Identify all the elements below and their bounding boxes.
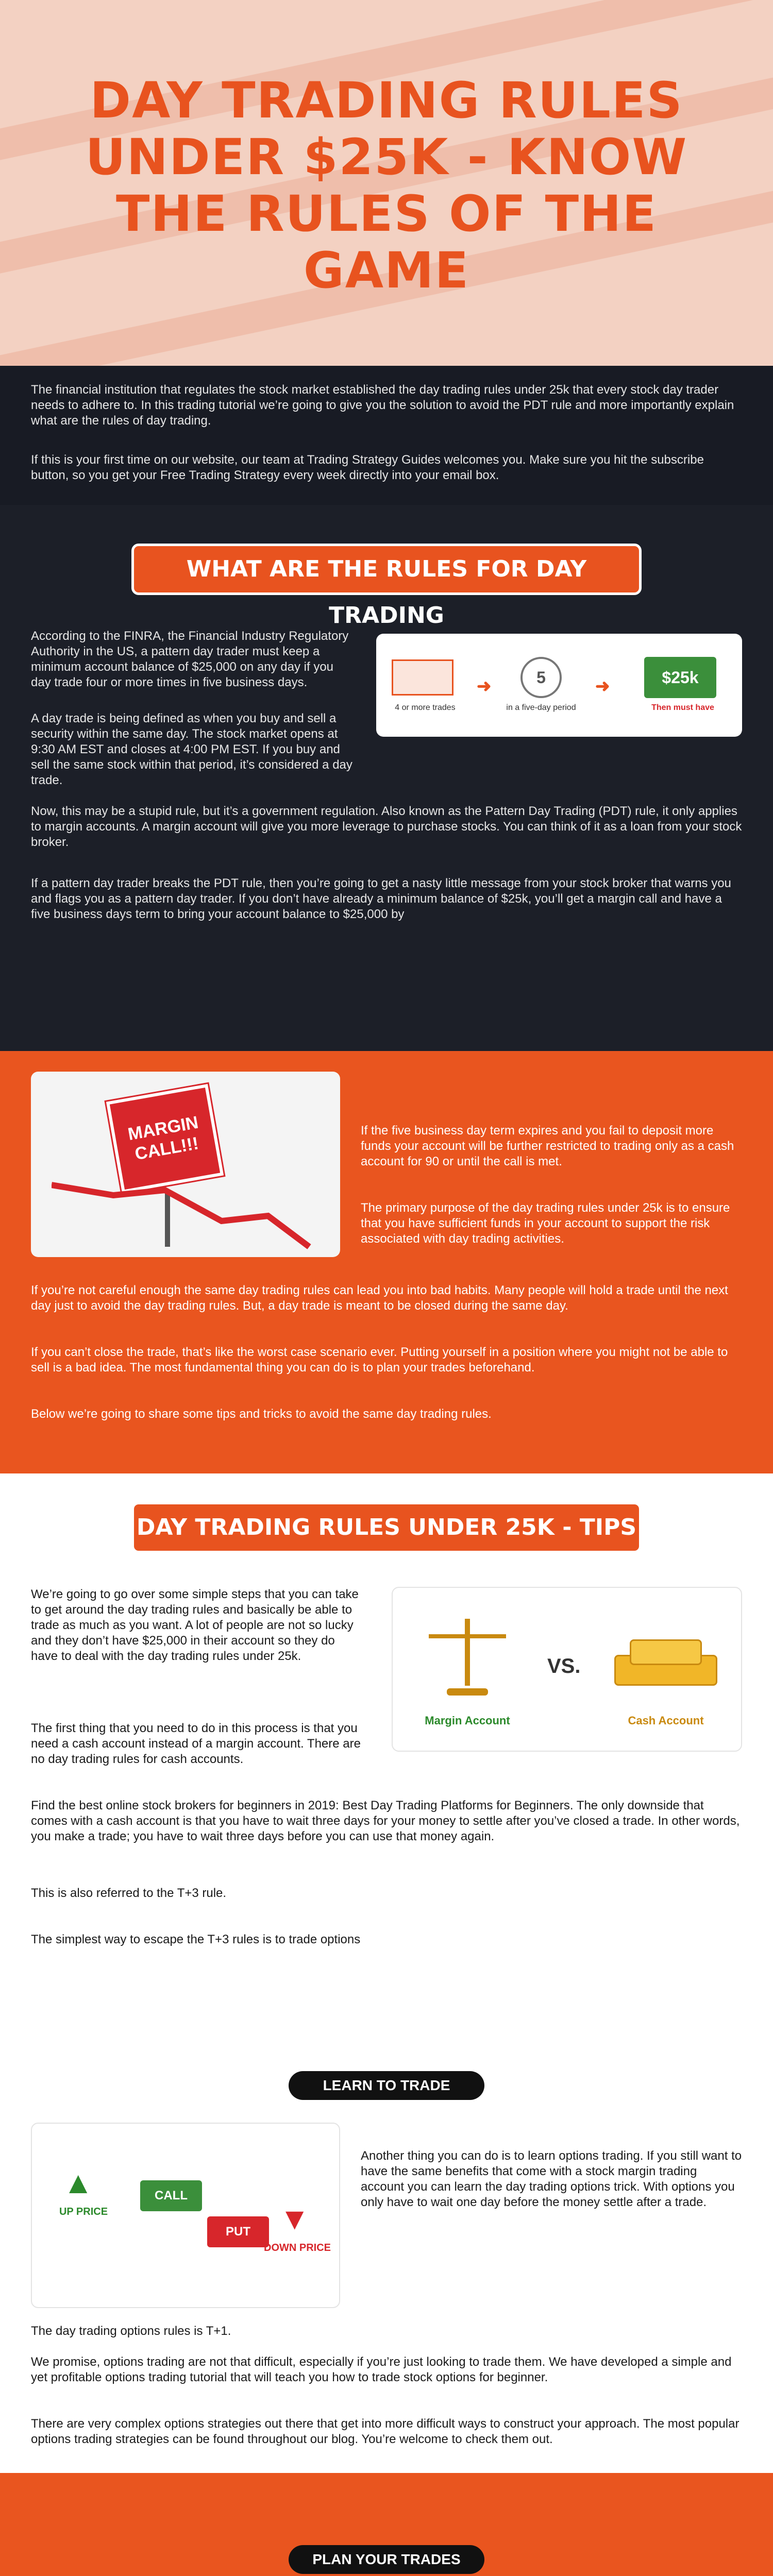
put-label: PUT	[207, 2216, 269, 2247]
margin-paragraph: The primary purpose of the day trading rules under 25k is to ensure that you have sufficient funds in your account to support the risk associated with day trading activities.	[361, 1201, 730, 1246]
intro-paragraph: If this is your first time on our website, our team at Trading Strategy Guides welcomes you. Make sure you hit the subscribe button, so you get your Free Trading Strategy every week directly into your email box.	[31, 453, 704, 482]
calendar-icon	[392, 659, 453, 696]
page-title: DAY TRADING RULES UNDER $25K - KNOW THE RULES OF THE GAME	[85, 72, 688, 299]
versus-label: VS.	[547, 1655, 581, 1677]
options-image	[31, 2123, 340, 2308]
up-price-label: UP PRICE	[59, 2206, 108, 2217]
down-price-label: DOWN PRICE	[264, 2242, 331, 2253]
pdt-flow-image	[376, 634, 742, 737]
tips-paragraph: We’re going to go over some simple steps that you can take to get around the day trading rules and basically be able to trade as much as you want. A lot of people are not so lucky and they don’t have $25,000 in their account so they do have to deal with the day trading rules under 25k.	[31, 1587, 359, 1663]
rules-paragraph: According to the FINRA, the Financial Industry Regulatory Authority in the US, a pattern day trader must keep a minimum account balance of $25,000 on any day if you day trade four or more times in five business days.	[31, 629, 349, 689]
section-pill: LEARN TO TRADE OPTIONS	[289, 2071, 484, 2100]
cash-stack-icon	[614, 1629, 717, 1691]
crashing-chart-icon	[52, 1175, 320, 1252]
margin-account-label: Margin Account	[425, 1714, 510, 1727]
tips-section	[0, 1473, 773, 2066]
down-arrow-icon: ▼	[279, 2201, 310, 2236]
intro-section	[0, 366, 773, 505]
cash-account-label: Cash Account	[628, 1714, 704, 1727]
up-arrow-icon: ▲	[63, 2165, 94, 2200]
tips-paragraph: This is also referred to the T+3 rule.	[31, 1886, 227, 1900]
tips-paragraph: The simplest way to escape the T+3 rules is to trade options	[31, 1933, 361, 1946]
options-paragraph: The day trading options rules is T+1.	[31, 2324, 231, 2338]
tips-paragraph: The first thing that you need to do in this process is that you need a cash account instead of a margin account. There are no day trading rules for cash accounts.	[31, 1721, 361, 1766]
margin-call-section	[0, 1051, 773, 1473]
hero-section	[0, 0, 773, 366]
flow-step-label: 4 or more trades	[395, 703, 456, 712]
section-pill: PLAN YOUR TRADES	[289, 2545, 484, 2574]
section-banner: DAY TRADING RULES UNDER 25K - TIPS	[131, 1502, 642, 1553]
options-paragraph: Another thing you can do is to learn options trading. If you still want to have the same benefits that come with a stock margin trading account you can learn the day trading options trick. With options you only have to wait one day before the money settle after a trade.	[361, 2149, 742, 2209]
margin-call-sign: MARGIN CALL!!!	[106, 1084, 224, 1193]
intro-paragraph: The financial institution that regulates the stock market established the day trading rules under 25k that every stock day trader needs to adhere to. In this trading tutorial we’re going to give you the solution to avoid the PDT rule and more importantly explain what are the rules of day trading.	[31, 383, 734, 428]
margin-call-image	[31, 1072, 340, 1257]
rules-paragraph: If a pattern day trader breaks the PDT rule, then you’re going to get a nasty little message from your stock broker that warns you and flags you as a pattern day trader. If you don’t have already a minimum balance of $25k, you’ll get a margin call and have a five business days term to bring your account balance to $25,000 by	[31, 876, 731, 921]
plan-section	[0, 2473, 773, 2576]
margin-paragraph: If the five business day term expires and you fail to deposit more funds your account will be further restricted to trading only as a cash account for 90 or until the call is met.	[361, 1124, 734, 1168]
options-paragraph: There are very complex options strategies out there that get into more difficult ways to construct your approach. The most popular options trading strategies can be found throughout our blog. You’re welcome to check them out.	[31, 2417, 740, 2446]
call-label: CALL	[140, 2180, 202, 2211]
margin-paragraph: If you’re not careful enough the same day trading rules can lead you into bad habits. Many people will hold a trade until the next day just to avoid the day trading rules. But, a day trade is meant to be closed during the same day.	[31, 1283, 728, 1313]
margin-vs-cash-image	[392, 1587, 742, 1752]
money-icon: $25k	[644, 657, 716, 698]
arrow-right-icon: ➜	[595, 676, 610, 696]
five-day-icon: 5	[520, 657, 562, 698]
rules-paragraph: Now, this may be a stupid rule, but it’s a government regulation. Also known as the Pattern Day Trading (PDT) rule, it only applies to margin accounts. A margin account will give you more leverage to purchase stocks. You can think of it as a loan from your stock broker.	[31, 804, 742, 849]
rules-section	[0, 505, 773, 1051]
section-banner: WHAT ARE THE RULES FOR DAY TRADING	[131, 544, 642, 595]
flow-step-label: in a five-day period	[506, 703, 576, 712]
margin-paragraph: If you can’t close the trade, that’s like the worst case scenario ever. Putting yourself in a position where you might not be able to sell is a bad idea. The most fundamental thing you can do is to plan your trades beforehand.	[31, 1345, 728, 1375]
tips-paragraph: Find the best online stock brokers for beginners in 2019: Best Day Trading Platforms for Beginners. The only downside that comes with a cash account is that you have to wait three days for your money to settle after you’ve closed a trade. In other words, you make a trade; you have to wait three days before you can use that money again.	[31, 1799, 740, 1843]
rules-paragraph: A day trade is being defined as when you buy and sell a security within the same day. The stock market opens at 9:30 AM EST and closes at 4:00 PM EST. If you buy and sell the same stock within that period, it’s considered a day trade.	[31, 711, 352, 787]
options-section	[0, 2066, 773, 2473]
flow-step-label: Then must have	[651, 703, 714, 712]
scales-icon	[429, 1619, 506, 1696]
options-paragraph: We promise, options trading are not that difficult, especially if you’re just looking to trade them. We have developed a simple and yet profitable options trading tutorial that will teach you how to trade stock options for beginner.	[31, 2355, 732, 2384]
arrow-right-icon: ➜	[477, 676, 492, 696]
margin-paragraph: Below we’re going to share some tips and tricks to avoid the same day trading rules.	[31, 1407, 492, 1421]
red-arrow-line	[52, 1185, 309, 1247]
